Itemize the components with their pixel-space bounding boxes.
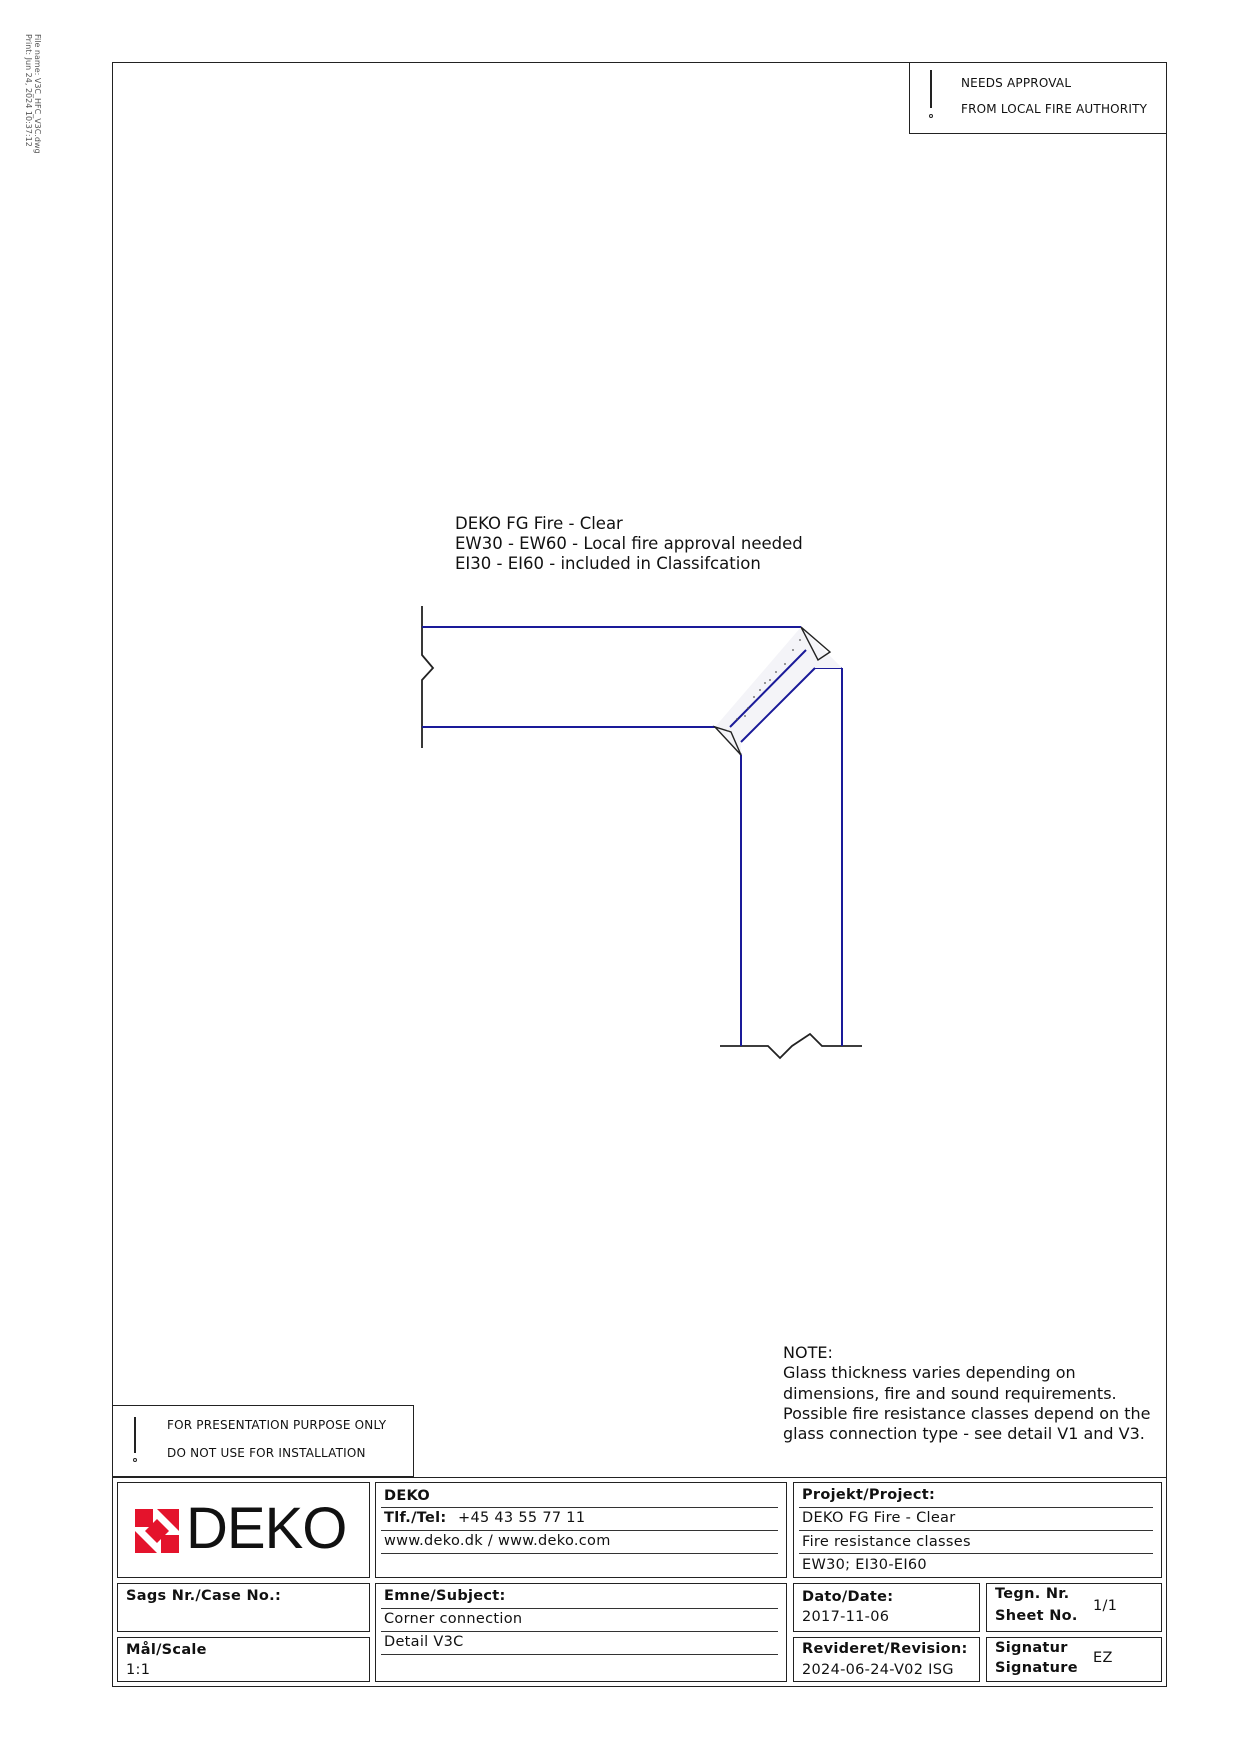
file-name: File name: V3C_HFC_V3C.dwg: [33, 34, 42, 154]
exclamation-icon: [134, 1417, 136, 1453]
drawing-label-line2: EW30 - EW60 - Local fire approval needed: [455, 534, 803, 553]
signature-label-2: Signature: [995, 1660, 1078, 1676]
approval-warning-line2: FROM LOCAL FIRE AUTHORITY: [961, 102, 1148, 116]
signature-value: EZ: [1093, 1650, 1113, 1666]
drawing-label-line1: DEKO FG Fire - Clear: [455, 514, 623, 533]
project-line1: DEKO FG Fire - Clear: [802, 1510, 956, 1526]
company-web: www.deko.dk / www.deko.com: [384, 1533, 611, 1549]
date-value: 2017-11-06: [802, 1609, 890, 1625]
project-line2: Fire resistance classes: [802, 1534, 971, 1550]
approval-warning-line1: NEEDS APPROVAL: [961, 76, 1072, 90]
logo-cell: [117, 1482, 370, 1578]
sheet-label-1: Tegn. Nr.: [995, 1586, 1070, 1602]
scale-label: Mål/Scale: [126, 1642, 207, 1658]
print-date: Print: Jun 24, 2024 10:37:12: [24, 34, 33, 147]
note-line4: glass connection type - see detail V1 and V3.: [783, 1424, 1145, 1444]
sheet-no-cell: [986, 1583, 1162, 1632]
project-cell: [793, 1482, 1162, 1578]
project-label: Projekt/Project:: [802, 1487, 936, 1503]
deko-logo-icon: [133, 1507, 181, 1555]
date-label: Dato/Date:: [802, 1589, 894, 1605]
tel-value: +45 43 55 77 11: [458, 1510, 586, 1526]
glass-note: [783, 1343, 1151, 1444]
company-cell: [375, 1482, 787, 1578]
drawing-label-line3: EI30 - EI60 - included in Classifcation: [455, 554, 761, 573]
scale-cell: [117, 1637, 370, 1682]
subject-cell: [375, 1583, 787, 1682]
title-block: [112, 1477, 1167, 1687]
presentation-warning-box: [112, 1405, 414, 1477]
note-heading: NOTE:: [783, 1343, 833, 1362]
signature-label-1: Signatur: [995, 1640, 1068, 1656]
case-no-cell: [117, 1583, 370, 1632]
deko-logo-wordmark: DEKO: [186, 1496, 347, 1561]
note-line3: Possible fire resistance classes depend on the: [783, 1403, 1151, 1423]
sheet-label-2: Sheet No.: [995, 1608, 1078, 1624]
sheet-value: 1/1: [1093, 1598, 1118, 1614]
revision-cell: [793, 1637, 980, 1682]
case-no-label: Sags Nr./Case No.:: [126, 1588, 282, 1604]
project-line3: EW30; EI30-EI60: [802, 1557, 927, 1573]
presentation-warning-line1: FOR PRESENTATION PURPOSE ONLY: [167, 1418, 387, 1432]
signature-cell: [986, 1637, 1162, 1682]
subject-line2: Detail V3C: [384, 1634, 464, 1650]
presentation-warning-line2: DO NOT USE FOR INSTALLATION: [167, 1446, 366, 1460]
revision-label: Revideret/Revision:: [802, 1641, 968, 1657]
exclamation-dot-icon: [133, 1458, 137, 1462]
note-line1: Glass thickness varies depending on: [783, 1363, 1076, 1383]
subject-label: Emne/Subject:: [384, 1588, 506, 1604]
tel-label: Tlf./Tel:: [384, 1510, 447, 1526]
company-name: DEKO: [384, 1488, 431, 1504]
revision-value: 2024-06-24-V02 ISG: [802, 1662, 954, 1678]
note-line2: dimensions, fire and sound requirements.: [783, 1383, 1117, 1403]
date-cell: [793, 1583, 980, 1632]
subject-line1: Corner connection: [384, 1611, 523, 1627]
scale-value: 1:1: [126, 1662, 151, 1678]
